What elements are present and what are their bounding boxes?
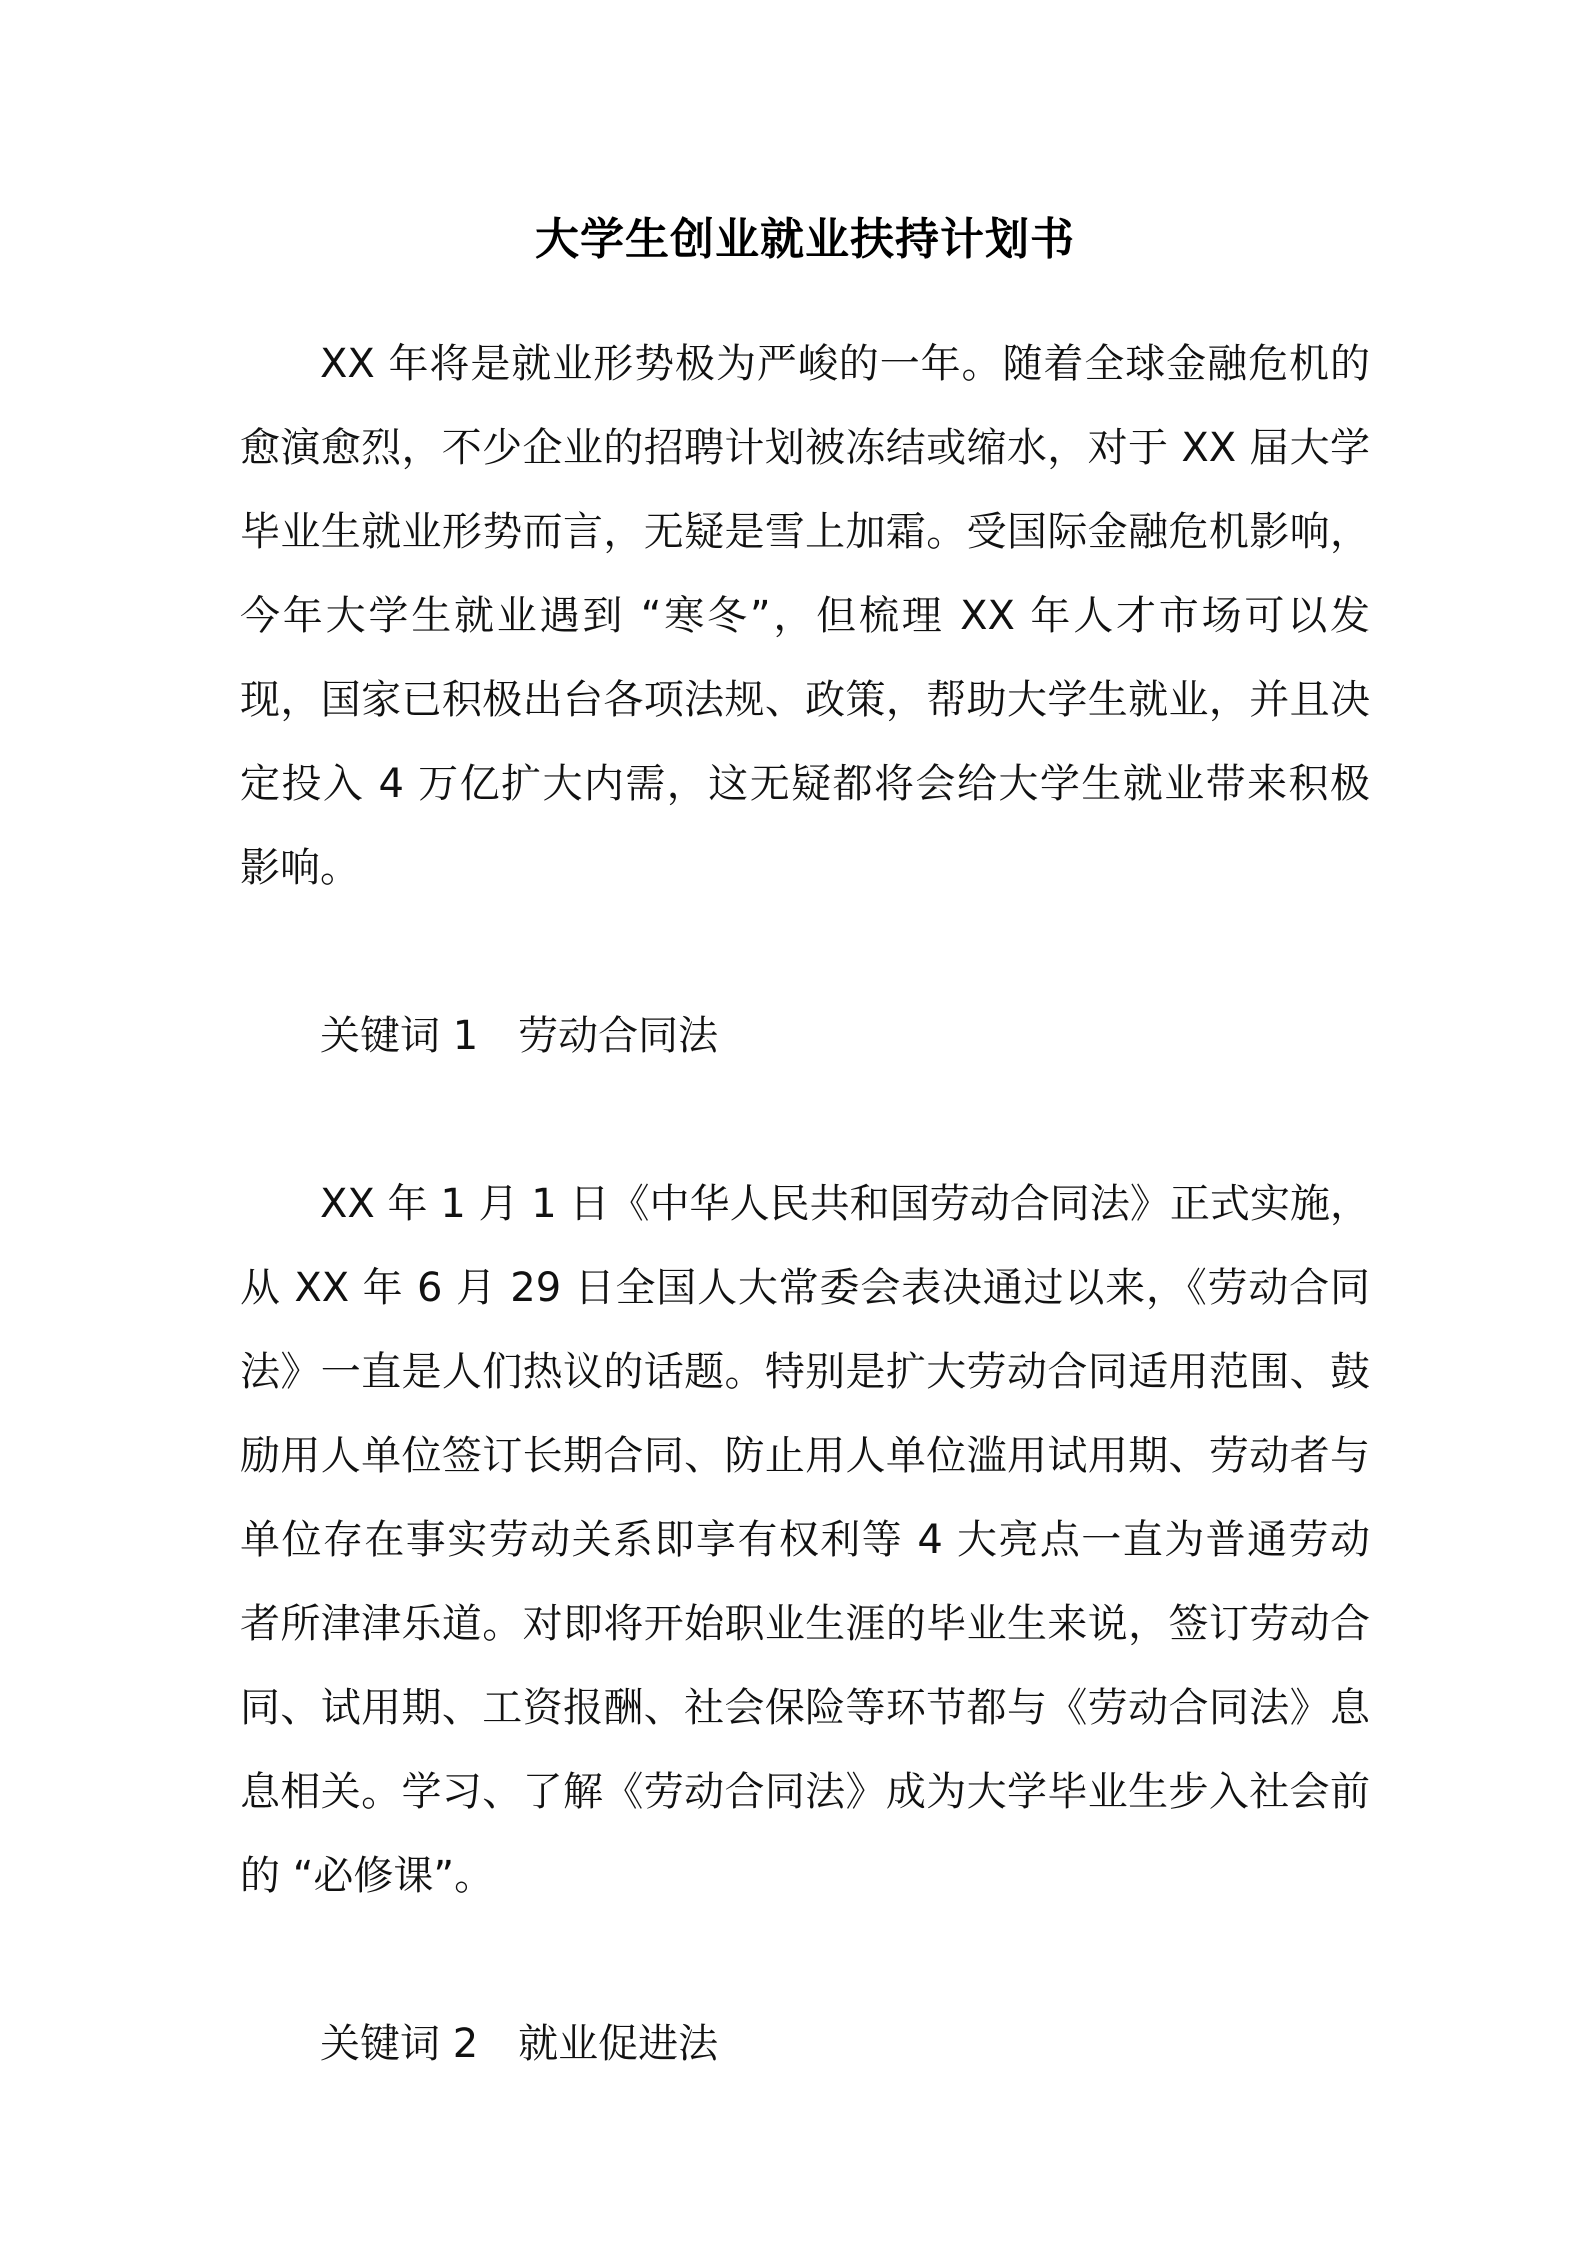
keyword-heading-2 (240, 2002, 1370, 2086)
keyword-label: 关键词 1 (320, 1013, 479, 1059)
keyword-heading-1 (240, 994, 1370, 1078)
intro-paragraph: XX 年将是就业形势极为严峻的一年。随着全球金融危机的愈演愈烈，不少企业的招聘计划被冻结或缩水，对于 XX 届大学毕业生就业形势而言，无疑是雪上加霜。受国际金融危机影响，今年大学生就业遇到 “寒冬”，但梳理 XX 年人才市场可以发现，国家已积极出台各项法规、政策，帮助大学生就业，并且决定投入 4 万亿扩大内需，这无疑都将会给大学生就业带来积极影响。 (240, 341, 1370, 891)
document-body (240, 200, 1370, 2086)
keyword-term: 就业促进法 (518, 2021, 719, 2067)
keyword-term: 劳动合同法 (518, 1013, 719, 1059)
labor-contract-paragraph: XX 年 1 月 1 日《中华人民共和国劳动合同法》正式实施，从 XX 年 6 月 29 日全国人大常委会表决通过以来，《劳动合同法》一直是人们热议的话题。特别是扩大劳动合同适用范围、鼓励用人单位签订长期合同、防止用人单位滥用试用期、劳动者与单位存在事实劳动关系即享有权利等 4 大亮点一直为普通劳动者所津津乐道。对即将开始职业生涯的毕业生来说，签订劳动合同、试用期、工资报酬、社会保险等环节都与《劳动合同法》息息相关。学习、了解《劳动合同法》成为大学毕业生步入社会前的 “必修课”。 (240, 1181, 1370, 1899)
keyword-label: 关键词 2 (320, 2021, 479, 2067)
document-title: 大学生创业就业扶持计划书 (535, 214, 1075, 265)
